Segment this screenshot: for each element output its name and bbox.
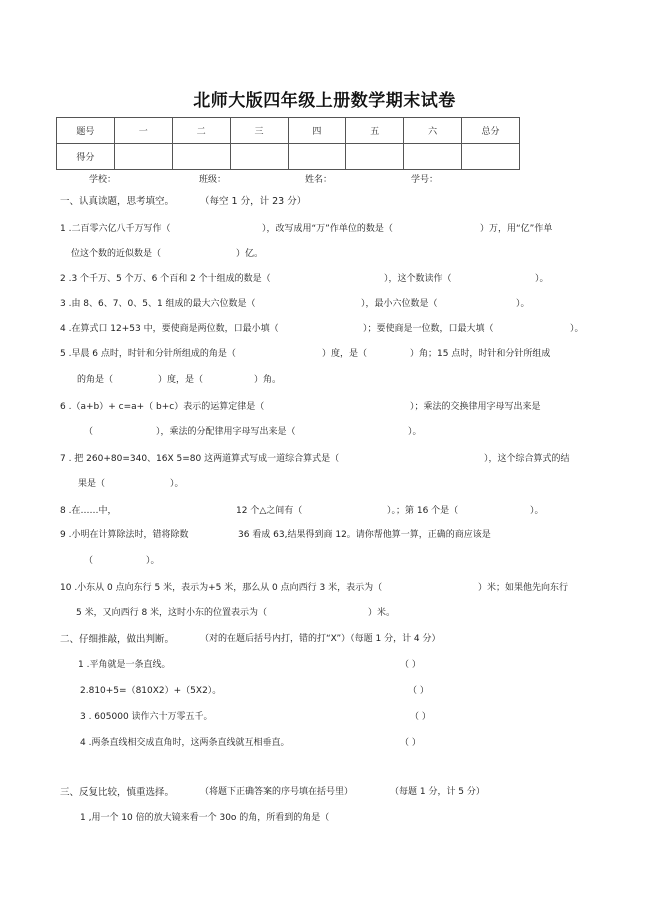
section-2-heading: 二、仔细推敲，做出判断。 bbox=[60, 634, 175, 645]
score-input-cell[interactable] bbox=[172, 144, 230, 170]
question-9-part-d: ）。 bbox=[146, 556, 160, 566]
table-cell: 三 bbox=[230, 118, 288, 144]
table-row bbox=[57, 144, 520, 170]
question-8-part-a: 8 .在……中， bbox=[60, 506, 117, 516]
question-10-part-b: ）米；如果他先向东行 bbox=[478, 583, 569, 593]
score-input-cell[interactable] bbox=[462, 144, 520, 170]
question-5-part-e: ）度，是（ bbox=[158, 375, 204, 385]
question-9-part-c: （ bbox=[84, 556, 94, 566]
question-8-part-d: ）。 bbox=[530, 506, 544, 516]
score-table bbox=[56, 117, 520, 170]
question-2-part-a: 2 .3 个千万、5 个万、6 个百和 2 个十组成的数是（ bbox=[60, 274, 271, 284]
question-5-part-a: 5 .早晨 6 点时，时针和分针所组成的角是（ bbox=[60, 349, 236, 359]
question-8-part-c: ）。；第 16 个是（ bbox=[387, 506, 459, 516]
judge-item-3: 3 . 605000 读作六十万零五千。 bbox=[80, 712, 213, 722]
question-6-part-c: （ bbox=[84, 427, 94, 437]
question-5-part-d: 的角是（ bbox=[77, 375, 114, 385]
section-1-note: （每空 1 分，计 23 分） bbox=[200, 196, 307, 207]
question-10-part-a: 10 .小东从 0 点向东行 5 米，表示为+5 米，那么从 0 点向西行 3 米，表示为（ bbox=[60, 583, 383, 593]
question-1-part-c: ）万，用“亿”作单 bbox=[480, 224, 553, 234]
section-2-note: （对的在题后括号内打，错的打“X”）（每题 1 分，计 4 分） bbox=[200, 634, 441, 644]
question-1-part-d: 位这个数的近似数是（ bbox=[71, 249, 162, 259]
section-1-heading: 一、认真读题，思考填空。 bbox=[60, 196, 175, 207]
judge-item-2: 2.810+5=（810X2）+（5X2）。 bbox=[80, 686, 222, 696]
question-7-part-d: ）。 bbox=[170, 479, 184, 489]
section-3-score-note: （每题 1 分，计 5 分） bbox=[390, 787, 485, 797]
choice-question-1: 1 ,用一个 10 倍的放大镜来看一个 30o 的角，所看到的角是（ bbox=[80, 813, 330, 823]
score-input-cell[interactable] bbox=[288, 144, 346, 170]
table-cell: 总分 bbox=[462, 118, 520, 144]
school-field-label: 学校： bbox=[89, 175, 117, 185]
table-cell: 题号 bbox=[57, 118, 115, 144]
score-input-cell[interactable] bbox=[404, 144, 462, 170]
table-cell: 五 bbox=[346, 118, 404, 144]
page-title: 北师大版四年级上册数学期末试卷 bbox=[193, 91, 456, 111]
table-cell: 一 bbox=[114, 118, 172, 144]
question-1-part-a: 1 .二百零六亿八千万写作（ bbox=[60, 224, 171, 234]
student-id-field-label: 学号： bbox=[411, 175, 439, 185]
score-input-cell[interactable] bbox=[114, 144, 172, 170]
question-1-part-b: ），改写成用“万”作单位的数是（ bbox=[262, 224, 393, 234]
judge-answer-bracket[interactable]: （ ） bbox=[400, 660, 421, 670]
question-7-part-a: 7 . 把 260+80=340、16X 5=80 这两道算式写成一道综合算式是（ bbox=[60, 454, 340, 464]
judge-answer-bracket[interactable]: （ ） bbox=[410, 712, 431, 722]
name-field-label: 姓名： bbox=[305, 175, 333, 185]
question-9-part-b: 36 看成 63,结果得到商 12。请你帮他算一算，正确的商应该是 bbox=[238, 530, 491, 540]
section-3-note: （将题下正确答案的序号填在括号里） bbox=[200, 787, 354, 797]
question-7-part-c: 果是（ bbox=[78, 479, 106, 489]
score-input-cell[interactable] bbox=[346, 144, 404, 170]
question-7-part-b: ），这个综合算式的结 bbox=[484, 454, 570, 464]
judge-item-1: 1 .平角就是一条直线。 bbox=[78, 660, 171, 670]
table-cell: 得分 bbox=[57, 144, 115, 170]
question-6-part-e: ）。 bbox=[408, 427, 422, 437]
question-5-part-c: ）角；15 点时，时针和分针所组成 bbox=[410, 349, 551, 359]
judge-answer-bracket[interactable]: （ ） bbox=[400, 738, 421, 748]
question-10-part-d: ）米。 bbox=[368, 608, 396, 618]
question-3-part-a: 3 .由 8、6、7、0、5、1 组成的最大六位数是（ bbox=[60, 299, 256, 309]
table-row bbox=[57, 118, 520, 144]
question-9-part-a: 9 .小明在计算除法时，错将除数 bbox=[60, 530, 189, 540]
judge-item-4: 4 .两条直线相交成直角时，这两条直线就互相垂直。 bbox=[80, 738, 290, 748]
question-5-part-b: ）度，是（ bbox=[322, 349, 368, 359]
question-3-part-b: ），最小六位数是（ bbox=[361, 299, 438, 309]
score-input-cell[interactable] bbox=[230, 144, 288, 170]
question-4-part-a: 4 .在算式口 12+53 中，要使商是两位数，口最小填（ bbox=[60, 324, 279, 334]
question-1-part-e: ）亿。 bbox=[236, 249, 264, 259]
question-4-part-c: ）。 bbox=[570, 324, 584, 334]
question-10-part-c: 5 米，又向西行 8 米，这时小东的位置表示为（ bbox=[76, 608, 268, 618]
table-cell: 二 bbox=[172, 118, 230, 144]
question-5-part-f: ）角。 bbox=[254, 375, 282, 385]
table-cell: 六 bbox=[404, 118, 462, 144]
judge-answer-bracket[interactable]: （ ） bbox=[408, 686, 429, 696]
section-3-heading: 三、反复比较，慎重选择。 bbox=[60, 787, 175, 798]
question-8-part-b: 12 个△之间有（ bbox=[236, 506, 303, 516]
question-6-part-b: ）；乘法的交换律用字母写出来是 bbox=[410, 402, 541, 412]
question-6-part-d: ），乘法的分配律用字母写出来是（ bbox=[156, 427, 296, 437]
question-2-part-b: ），这个数读作（ bbox=[384, 274, 452, 284]
question-4-part-b: ）；要使商是一位数，口最大填（ bbox=[363, 324, 494, 334]
question-3-part-c: ）。 bbox=[516, 299, 530, 309]
question-2-part-c: ）。 bbox=[535, 274, 549, 284]
class-field-label: 班级： bbox=[199, 175, 227, 185]
table-cell: 四 bbox=[288, 118, 346, 144]
question-6-part-a: 6 .（a+b）+ c=a+（ b+c）表示的运算定律是（ bbox=[60, 402, 265, 412]
